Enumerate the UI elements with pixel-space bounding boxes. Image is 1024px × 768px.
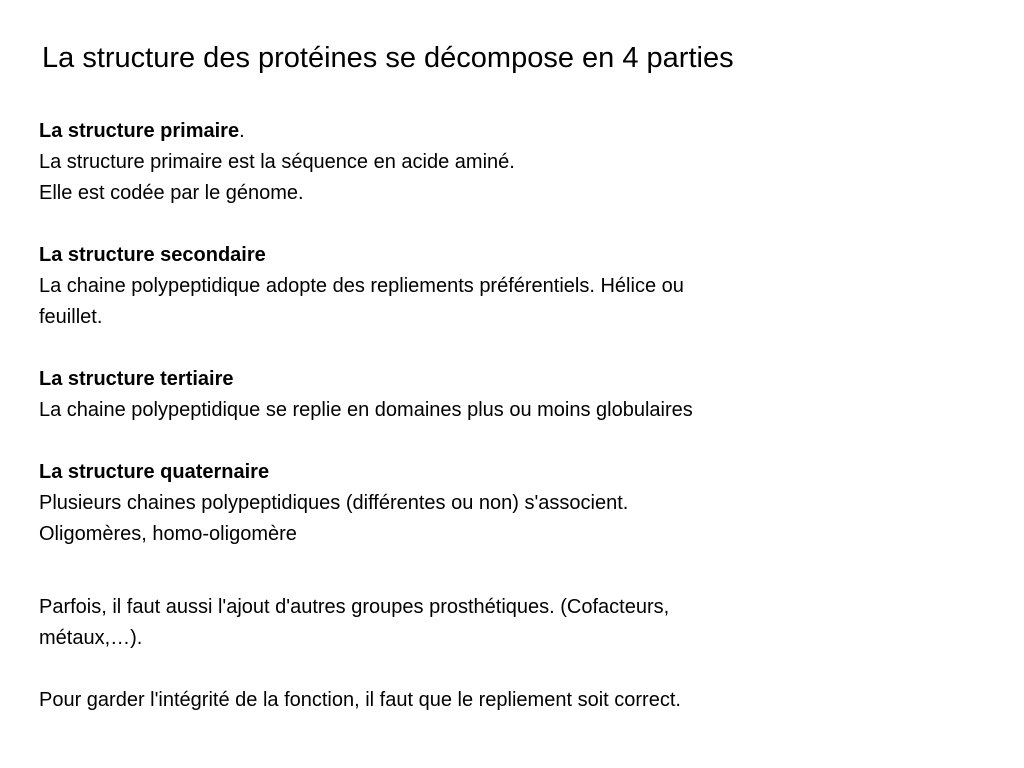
- section-heading: La structure primaire: [39, 120, 240, 142]
- notes-block: [39, 592, 919, 747]
- section-text-line: La chaine polypeptidique adopte des repliements préférentiels. Hélice ou: [39, 275, 684, 297]
- section-heading-line: [39, 116, 919, 147]
- section-heading: La structure quaternaire: [39, 461, 270, 483]
- section-text-line: La structure primaire est la séquence en acide aminé.: [39, 151, 515, 173]
- section-secondary-structure: [39, 240, 919, 333]
- section-text-line: feuillet.: [39, 306, 103, 328]
- section-primary-structure: [39, 116, 919, 209]
- note-prosthetic-groups: [39, 592, 919, 654]
- section-text-line: Elle est codée par le génome.: [39, 182, 304, 204]
- section-text-line: Plusieurs chaines polypeptidiques (différentes ou non) s'associent.: [39, 492, 629, 514]
- section-heading: La structure secondaire: [39, 244, 266, 266]
- note-folding-integrity: [39, 685, 919, 716]
- note-text-line: Pour garder l'intégrité de la fonction, il faut que le repliement soit correct.: [39, 689, 681, 711]
- section-tertiary-structure: [39, 364, 919, 426]
- section-heading-line: [39, 457, 919, 488]
- section-heading-line: [39, 240, 919, 271]
- section-heading: La structure tertiaire: [39, 368, 234, 390]
- section-heading-line: [39, 364, 919, 395]
- structure-sections: [39, 116, 919, 581]
- section-heading-suffix: .: [239, 120, 245, 142]
- section-text-line: Oligomères, homo-oligomère: [39, 523, 297, 545]
- note-text-line: Parfois, il faut aussi l'ajout d'autres groupes prosthétiques. (Cofacteurs,: [39, 596, 670, 618]
- note-text-line: métaux,…).: [39, 627, 143, 649]
- slide-title: La structure des protéines se décompose en 4 parties: [42, 42, 734, 74]
- section-quaternary-structure: [39, 457, 919, 550]
- section-text-line: La chaine polypeptidique se replie en domaines plus ou moins globulaires: [39, 399, 693, 421]
